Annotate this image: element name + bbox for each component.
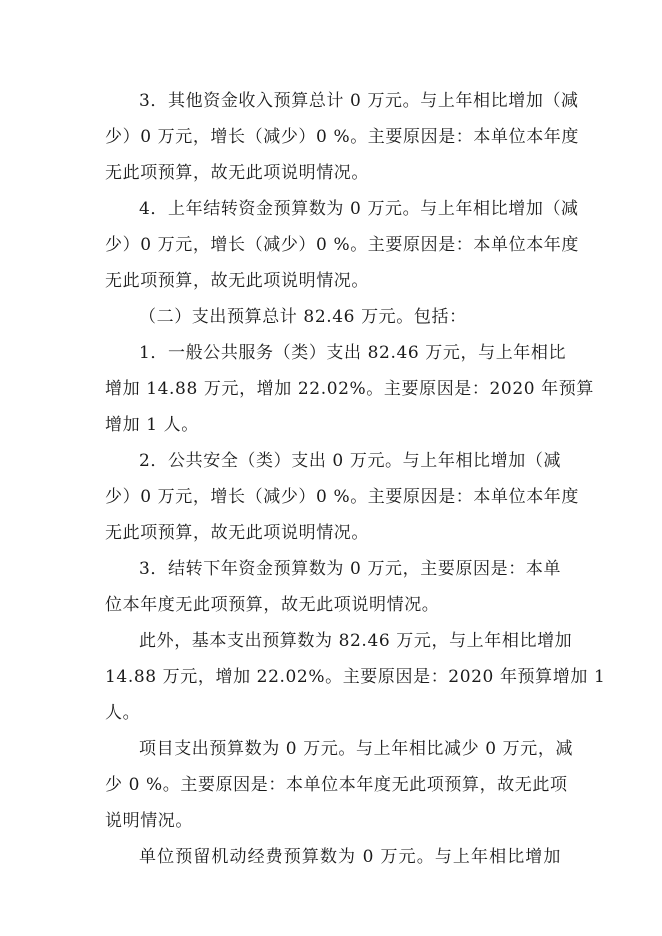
- text-line-1: 3．其他资金收入预算总计 0 万元。与上年相比增加（减: [139, 91, 579, 111]
- text-line-4: 4．上年结转资金预算数为 0 万元。与上年相比增加（减: [139, 199, 579, 219]
- text-line-17: 14.88 万元，增加 22.02%。主要原因是：2020 年预算增加 1: [105, 667, 606, 687]
- text-line-16: 此外，基本支出预算数为 82.46 万元，与上年相比增加: [139, 631, 573, 651]
- text-line-19: 项目支出预算数为 0 万元。与上年相比减少 0 万元，减: [139, 739, 574, 759]
- text-line-21: 说明情况。: [105, 811, 193, 831]
- text-line-3: 无此项预算，故无此项说明情况。: [105, 163, 369, 183]
- text-line-18: 人。: [105, 703, 141, 723]
- text-line-6: 无此项预算，故无此项说明情况。: [105, 271, 369, 291]
- text-line-2: 少）0 万元，增长（减少）0 %。主要原因是：本单位本年度: [105, 127, 579, 147]
- text-line-13: 无此项预算，故无此项说明情况。: [105, 523, 369, 543]
- text-line-10: 增加 1 人。: [105, 415, 199, 435]
- text-line-15: 位本年度无此项预算，故无此项说明情况。: [105, 595, 440, 615]
- text-line-11: 2．公共安全（类）支出 0 万元。与上年相比增加（减: [139, 451, 562, 471]
- text-line-14: 3．结转下年资金预算数为 0 万元，主要原因是：本单: [139, 559, 562, 579]
- text-line-9: 增加 14.88 万元，增加 22.02%。主要原因是：2020 年预算: [105, 379, 594, 399]
- text-line-8: 1．一般公共服务（类）支出 82.46 万元，与上年相比: [139, 343, 567, 363]
- text-line-12: 少）0 万元，增长（减少）0 %。主要原因是：本单位本年度: [105, 487, 579, 507]
- section-heading: （二）支出预算总计 82.46 万元。包括：: [139, 307, 467, 327]
- text-line-20: 少 0 %。主要原因是：本单位本年度无此项预算，故无此项: [105, 775, 568, 795]
- text-line-22: 单位预留机动经费预算数为 0 万元。与上年相比增加: [139, 847, 561, 867]
- text-line-5: 少）0 万元，增长（减少）0 %。主要原因是：本单位本年度: [105, 235, 579, 255]
